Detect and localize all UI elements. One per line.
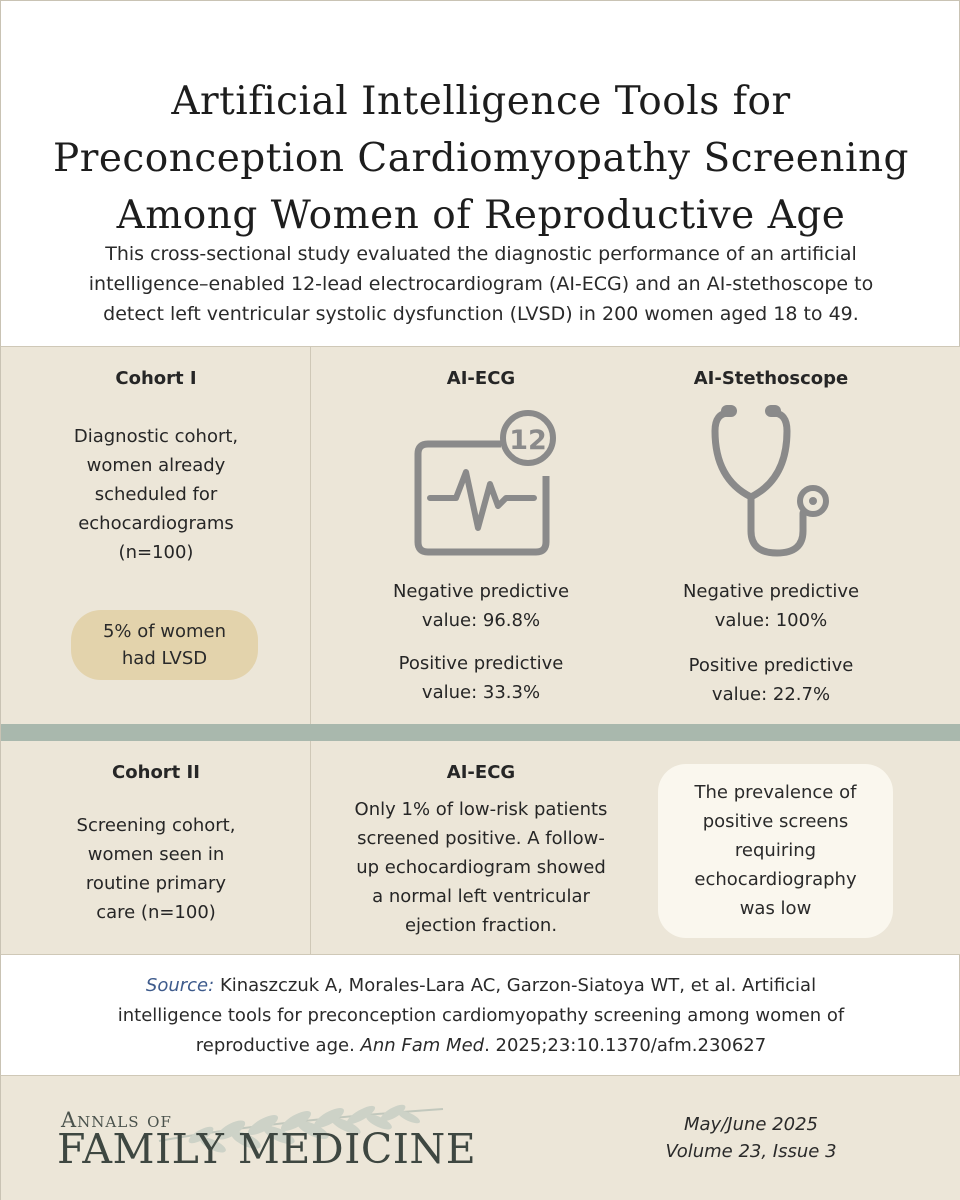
cohort2-description bbox=[21, 811, 291, 927]
ecg-lead-badge: 12 bbox=[509, 425, 547, 456]
ppv-line: value: 22.7% bbox=[711, 684, 831, 705]
cohort1-description bbox=[21, 422, 291, 567]
ecg-monitor-icon bbox=[406, 406, 566, 561]
journal-name: Ann Fam Med bbox=[360, 1035, 485, 1056]
description-line: women already bbox=[86, 455, 226, 476]
ai-ecg-npv bbox=[331, 577, 631, 635]
ai-stethoscope-heading: AI-Stethoscope bbox=[693, 368, 849, 389]
description-line: Screening cohort, bbox=[76, 815, 236, 836]
citation-text: Kinaszczuk A, Morales-Lara AC, Garzon-Siatoya WT, et al. Artificial bbox=[219, 975, 817, 996]
prevalence-callout bbox=[658, 764, 893, 938]
callout-line: echocardiography bbox=[694, 869, 857, 890]
ai-ecg-ppv bbox=[331, 649, 631, 707]
issue-volume: Volume 23, Issue 3 bbox=[665, 1141, 837, 1162]
npv-line: Negative predictive bbox=[682, 581, 860, 602]
source-citation bbox=[51, 971, 911, 1061]
result-line: screened positive. A follow- bbox=[357, 828, 605, 849]
logo-family-medicine bbox=[57, 1125, 476, 1173]
description-line: routine primary bbox=[85, 873, 227, 894]
issue-date: May/June 2025 bbox=[683, 1114, 818, 1135]
logo-text: Annals of bbox=[61, 1108, 172, 1132]
title-line: Artificial Intelligence Tools for bbox=[171, 79, 791, 124]
cohort2-ai-ecg-heading: AI-ECG bbox=[446, 762, 516, 783]
npv-line: value: 100% bbox=[714, 610, 828, 631]
title-line: Preconception Cardiomyopathy Screening bbox=[52, 136, 910, 181]
cohort1-heading: Cohort I bbox=[115, 368, 197, 389]
citation-text: intelligence tools for preconception cardiomyopathy screening among women of bbox=[117, 1005, 845, 1026]
npv-line: value: 96.8% bbox=[421, 610, 541, 631]
page-title bbox=[41, 73, 921, 244]
intro-line: This cross-sectional study evaluated the diagnostic performance of an artificial bbox=[105, 243, 857, 265]
badge-line: had LVSD bbox=[121, 648, 208, 669]
callout-line: requiring bbox=[734, 840, 817, 861]
ppv-line: Positive predictive bbox=[688, 655, 854, 676]
lvsd-prevalence-badge bbox=[71, 610, 258, 680]
result-line: ejection fraction. bbox=[404, 915, 558, 936]
intro-line: detect left ventricular systolic dysfunction (LVSD) in 200 women aged 18 to 49. bbox=[103, 303, 859, 325]
description-line: (n=100) bbox=[118, 542, 194, 563]
title-line: Among Women of Reproductive Age bbox=[116, 193, 846, 238]
description-line: care (n=100) bbox=[96, 902, 216, 923]
stethoscope-icon bbox=[701, 401, 841, 566]
npv-line: Negative predictive bbox=[392, 581, 570, 602]
callout-line: The prevalence of bbox=[694, 782, 857, 803]
badge-line: 5% of women bbox=[102, 621, 227, 642]
result-line: up echocardiogram showed bbox=[356, 857, 606, 878]
cohort1-ai-ecg-heading: AI-ECG bbox=[446, 368, 516, 389]
logo-text: FAMILY MEDICINE bbox=[57, 1125, 477, 1173]
description-line: Diagnostic cohort, bbox=[73, 426, 239, 447]
callout-line: positive screens bbox=[702, 811, 849, 832]
cohort2-ai-ecg-result bbox=[321, 795, 641, 940]
ai-stethoscope-ppv bbox=[631, 651, 911, 709]
description-line: echocardiograms bbox=[78, 513, 234, 534]
issue-info bbox=[621, 1111, 881, 1165]
ppv-line: value: 33.3% bbox=[421, 682, 541, 703]
intro-line: intelligence–enabled 12-lead electrocardiogram (AI-ECG) and an AI-stethoscope to bbox=[88, 273, 874, 295]
source-label: Source: bbox=[145, 975, 215, 996]
citation-text: . 2025;23:10.1370/afm.230627 bbox=[484, 1035, 767, 1056]
section-divider bbox=[1, 724, 960, 741]
intro-paragraph bbox=[61, 239, 901, 329]
result-line: Only 1% of low-risk patients bbox=[354, 799, 608, 820]
callout-line: was low bbox=[739, 898, 812, 919]
ai-stethoscope-npv bbox=[631, 577, 911, 635]
result-line: a normal left ventricular bbox=[372, 886, 590, 907]
ppv-line: Positive predictive bbox=[398, 653, 564, 674]
description-line: scheduled for bbox=[94, 484, 218, 505]
column-divider bbox=[310, 346, 311, 724]
citation-text: reproductive age. bbox=[195, 1035, 355, 1056]
cohort2-heading: Cohort II bbox=[112, 762, 200, 783]
description-line: women seen in bbox=[87, 844, 225, 865]
column-divider bbox=[310, 741, 311, 955]
